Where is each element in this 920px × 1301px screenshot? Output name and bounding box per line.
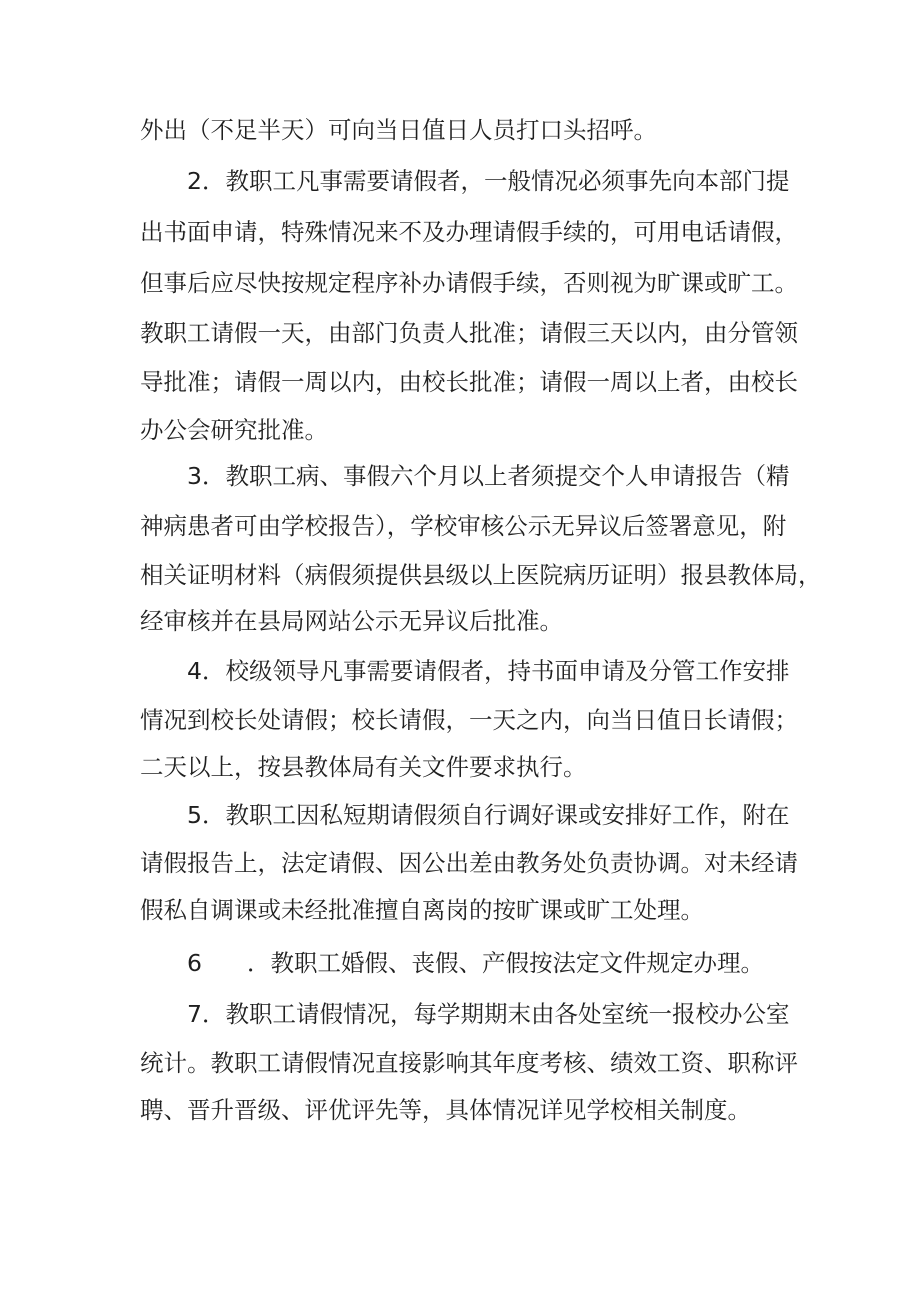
text-line — [0, 362, 920, 402]
text-line-content: 统计。教职工请假情况直接影响其年度考核、绩效工资、职称评 — [140, 1049, 798, 1077]
text-line — [0, 747, 920, 787]
paragraph-4-first-line — [0, 651, 920, 691]
text-line — [0, 313, 920, 353]
text-line-content: 导批准；请假一周以内，由校长批准；请假一周以上者，由校长 — [140, 368, 798, 396]
text-line-content: 但事后应尽快按规定程序补办请假手续，否则视为旷课或旷工。 — [140, 269, 798, 297]
text-line-content: 教职工请假一天，由部门负责人批准；请假三天以内，由分管领 — [140, 319, 798, 347]
text-line-content: 办公会研究批准。 — [140, 416, 328, 444]
text-line-content: 经审核并在县局网站公示无异议后批准。 — [140, 607, 563, 635]
text-line — [0, 890, 920, 930]
text-line — [0, 700, 920, 740]
text-line-content: 请假报告上，法定请假、因公出差由教务处负责协调。对未经请 — [140, 849, 798, 877]
text-line — [0, 410, 920, 450]
text-line — [0, 110, 920, 150]
text-line-content: ．教职工婚假、丧假、产假按法定文件规定办理。 — [247, 949, 764, 977]
text-line — [0, 212, 920, 252]
text-line-content: 二天以上，按县教体局有关文件要求执行。 — [140, 753, 587, 781]
paragraph-7-first-line — [0, 994, 920, 1034]
text-line-content: 聘、晋升晋级、评优评先等，具体情况详见学校相关制度。 — [140, 1096, 751, 1124]
text-line-content: 2．教职工凡事需要请假者，一般情况必须事先向本部门提 — [187, 167, 790, 195]
text-line — [0, 843, 920, 883]
text-line-content: 神病患者可由学校报告），学校审核公示无异议后签署意见，附 — [140, 512, 787, 540]
text-line-content: 假私自调课或未经批准擅自离岗的按旷课或旷工处理。 — [140, 896, 704, 924]
text-line-content: 相关证明材料（病假须提供县级以上医院病历证明）报县教体局， — [140, 561, 822, 589]
paragraph-5-first-line — [0, 795, 920, 835]
text-line — [0, 263, 920, 303]
text-line-content: 4．校级领导凡事需要请假者，持书面申请及分管工作安排 — [187, 657, 790, 685]
text-line-content: 情况到校长处请假；校长请假，一天之内，向当日值日长请假； — [140, 706, 798, 734]
text-line — [0, 1043, 920, 1083]
text-line-content: 外出（不足半天）可向当日值日人员打口头招呼。 — [140, 116, 657, 144]
text-line-content: 出书面申请，特殊情况来不及办理请假手续的，可用电话请假， — [140, 218, 798, 246]
text-line — [0, 601, 920, 641]
text-line-content: 3．教职工病、事假六个月以上者须提交个人申请报告（精 — [187, 462, 790, 490]
text-line — [0, 1090, 920, 1130]
text-line-content: 5．教职工因私短期请假须自行调好课或安排好工作，附在 — [187, 801, 790, 829]
item-number: 6 — [187, 949, 202, 977]
paragraph-3-first-line — [0, 456, 920, 496]
text-line-content: 7．教职工请假情况，每学期期末由各处室统一报校办公室 — [187, 1000, 790, 1028]
text-line — [0, 506, 920, 546]
text-line — [0, 555, 920, 595]
paragraph-6-line — [0, 943, 920, 983]
paragraph-2-first-line — [0, 161, 920, 201]
